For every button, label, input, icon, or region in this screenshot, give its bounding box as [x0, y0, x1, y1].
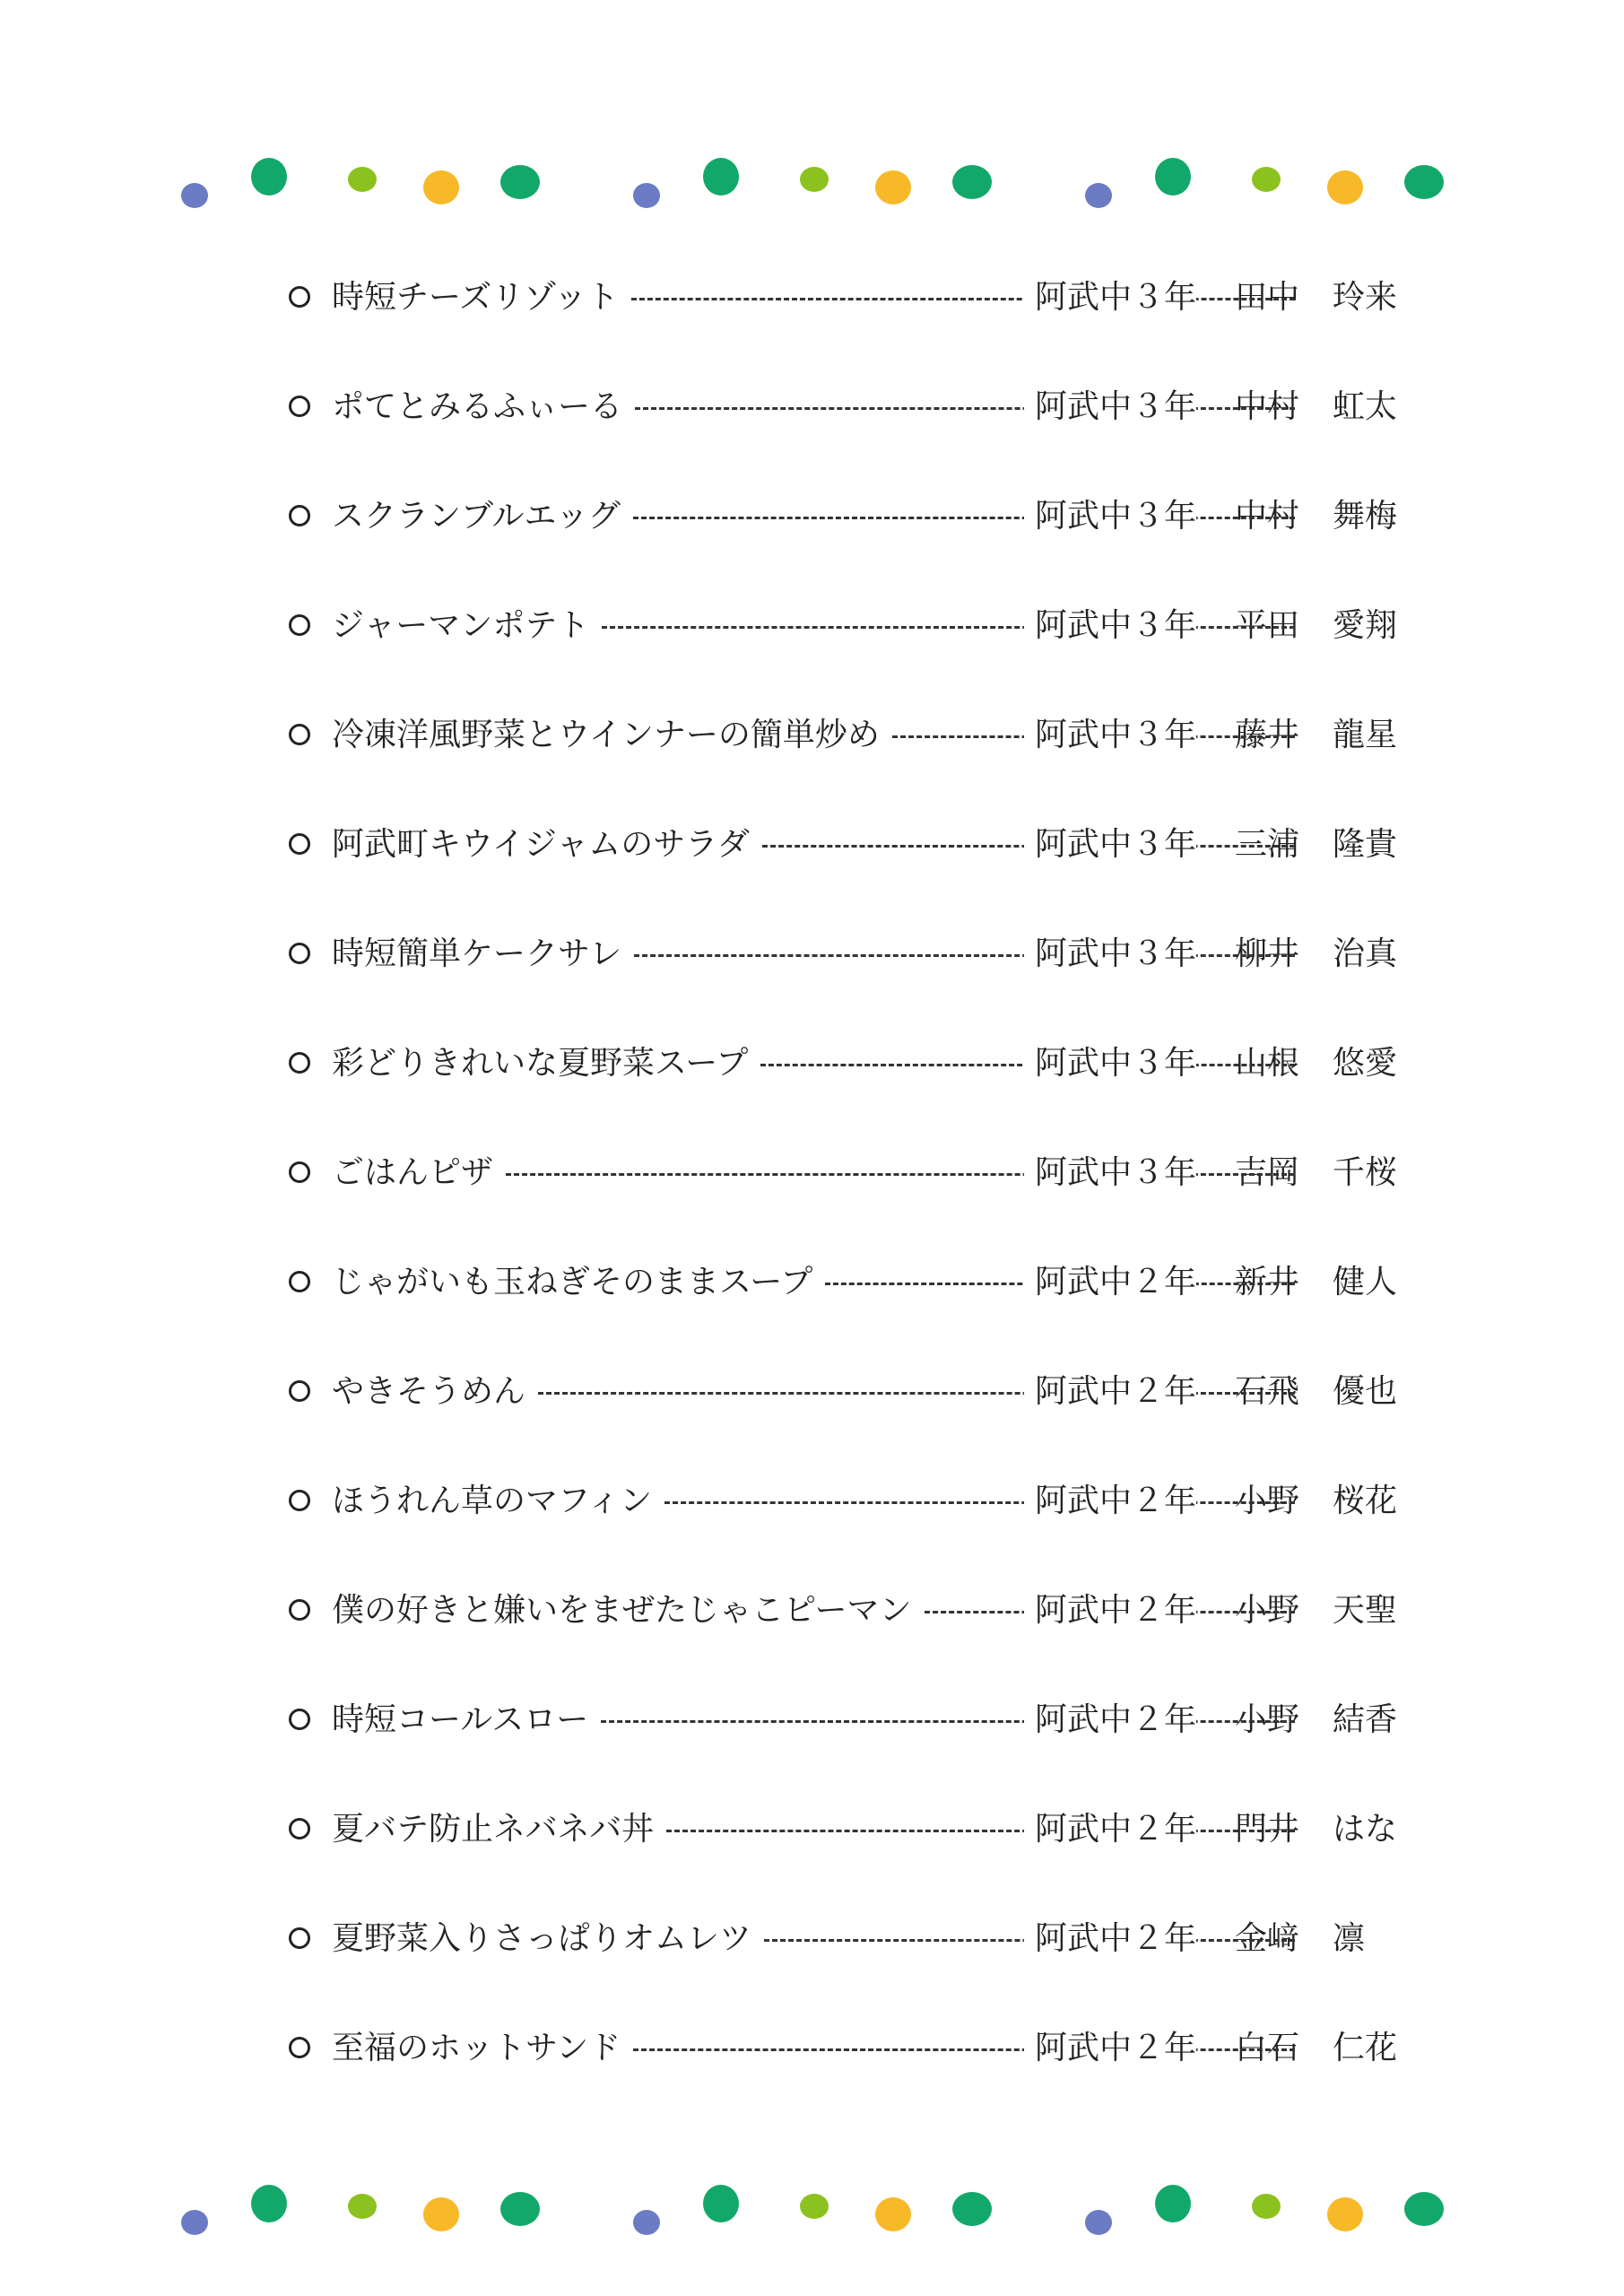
lime-dot [348, 167, 377, 192]
student-surname: 平田 [1235, 607, 1300, 644]
list-item [285, 1037, 1415, 1091]
school-grade: 阿武中２年 [1024, 1265, 1196, 1300]
circle-bullet-icon [289, 396, 310, 417]
list-item [285, 709, 1415, 762]
recipe-title: 阿武町キウイジャムのサラダ [332, 827, 762, 863]
student-surname: 藤井 [1235, 717, 1300, 753]
student-given-name: 舞梅 [1333, 498, 1398, 535]
student-surname: 小野 [1235, 1592, 1300, 1629]
school-grade: 阿武中２年 [1024, 1374, 1196, 1410]
circle-bullet-icon [289, 614, 310, 636]
student-given-name: 隆貴 [1333, 826, 1398, 863]
school-grade: 阿武中３年 [1024, 718, 1196, 753]
circle-bullet-icon [289, 724, 310, 745]
circle-bullet-icon [289, 833, 310, 855]
recipe-title: スクランブルエッグ [332, 499, 633, 535]
lime-dot [348, 2194, 377, 2219]
student-surname: 白石 [1235, 2030, 1300, 2066]
list-item [285, 818, 1415, 872]
circle-bullet-icon [289, 1599, 310, 1621]
student-surname: 小野 [1235, 1701, 1300, 1738]
student-given-name: 結香 [1333, 1701, 1398, 1738]
recipe-title: ポてとみるふぃーる [332, 389, 635, 425]
student-surname: 小野 [1235, 1483, 1300, 1519]
list-item [285, 1256, 1415, 1309]
school-grade: 阿武中２年 [1024, 1593, 1196, 1629]
student-given-name: 桜花 [1333, 1483, 1398, 1519]
recipe-title: 時短チーズリゾット [332, 280, 631, 316]
school-grade: 阿武中３年 [1024, 1046, 1196, 1082]
circle-bullet-icon [289, 2037, 310, 2058]
recipe-title: ジャーマンポテト [332, 608, 602, 644]
blue-dot [633, 2210, 660, 2235]
recipe-title: 時短簡単ケークサレ [332, 936, 634, 972]
circle-bullet-icon [289, 1052, 310, 1074]
student-surname: 門井 [1235, 1811, 1300, 1848]
student-given-name: 治真 [1333, 935, 1398, 972]
recipe-title: ごはんピザ [332, 1155, 506, 1191]
school-grade: 阿武中２年 [1024, 1921, 1196, 1957]
orange-dot [875, 170, 911, 204]
green-dot [952, 2192, 992, 2226]
list-item [285, 1584, 1415, 1638]
recipe-title: 時短コールスロー [332, 1702, 601, 1738]
blue-dot [181, 183, 208, 208]
circle-bullet-icon [289, 1927, 310, 1949]
circle-bullet-icon [289, 1380, 310, 1402]
recipe-title: やきそうめん [332, 1374, 538, 1410]
school-grade: 阿武中３年 [1024, 499, 1196, 535]
school-grade: 阿武中３年 [1024, 389, 1196, 425]
list-item [285, 2022, 1415, 2075]
recipe-title: 彩どりきれいな夏野菜スープ [332, 1046, 760, 1082]
circle-bullet-icon [289, 1490, 310, 1511]
student-given-name: はな [1333, 1811, 1398, 1848]
orange-dot [423, 2197, 459, 2231]
green-dot [251, 2185, 287, 2222]
green-dot [1155, 2185, 1191, 2222]
green-dot [1404, 165, 1444, 199]
recipe-title: ほうれん草のマフィン [332, 1483, 664, 1519]
circle-bullet-icon [289, 1709, 310, 1730]
circle-bullet-icon [289, 286, 310, 308]
orange-dot [1327, 2197, 1363, 2231]
student-surname: 石飛 [1235, 1373, 1300, 1410]
circle-bullet-icon [289, 505, 310, 526]
list-item [285, 1474, 1415, 1528]
school-grade: 阿武中３年 [1024, 827, 1196, 863]
student-surname: 三浦 [1235, 826, 1300, 863]
school-grade: 阿武中２年 [1024, 1483, 1196, 1519]
school-grade: 阿武中３年 [1024, 280, 1196, 316]
student-given-name: 虹太 [1333, 388, 1398, 425]
list-item [285, 1693, 1415, 1747]
recipe-title: 冷凍洋風野菜とウインナーの簡単炒め [332, 718, 892, 753]
list-item [285, 271, 1415, 325]
student-surname: 中村 [1235, 388, 1300, 425]
circle-bullet-icon [289, 1818, 310, 1839]
green-dot [952, 165, 992, 199]
student-surname: 新井 [1235, 1264, 1300, 1300]
green-dot [500, 165, 540, 199]
blue-dot [633, 183, 660, 208]
student-given-name: 悠愛 [1333, 1045, 1398, 1082]
school-grade: 阿武中２年 [1024, 2031, 1196, 2066]
student-surname: 中村 [1235, 498, 1300, 535]
orange-dot [1327, 170, 1363, 204]
recipe-title: 至福のホットサンド [332, 2031, 633, 2066]
list-item [285, 380, 1415, 434]
student-surname: 金﨑 [1235, 1920, 1300, 1957]
student-given-name: 凛 [1333, 1920, 1366, 1957]
green-dot [1155, 158, 1191, 196]
student-surname: 山根 [1235, 1045, 1300, 1082]
student-surname: 田中 [1235, 279, 1300, 316]
recipe-title: 夏野菜入りさっぱりオムレツ [332, 1921, 764, 1957]
list-item [285, 490, 1415, 544]
school-grade: 阿武中２年 [1024, 1702, 1196, 1738]
lime-dot [1252, 2194, 1281, 2219]
blue-dot [1085, 2210, 1112, 2235]
student-given-name: 仁花 [1333, 2030, 1398, 2066]
school-grade: 阿武中２年 [1024, 1812, 1196, 1848]
list-item [285, 1803, 1415, 1857]
blue-dot [181, 2210, 208, 2235]
orange-dot [423, 170, 459, 204]
bottom-dot-border [0, 2170, 1624, 2242]
student-given-name: 千桜 [1333, 1154, 1398, 1191]
lime-dot [1252, 167, 1281, 192]
list-item [285, 927, 1415, 981]
school-grade: 阿武中３年 [1024, 936, 1196, 972]
student-given-name: 玲来 [1333, 279, 1398, 316]
lime-dot [800, 167, 829, 192]
student-given-name: 龍星 [1333, 717, 1398, 753]
green-dot [1404, 2192, 1444, 2226]
orange-dot [875, 2197, 911, 2231]
student-given-name: 愛翔 [1333, 607, 1398, 644]
student-surname: 柳井 [1235, 935, 1300, 972]
dotted-leader-line [666, 1830, 1295, 1832]
circle-bullet-icon [289, 943, 310, 964]
green-dot [703, 2185, 739, 2222]
recipe-title: 夏バテ防止ネバネバ丼 [332, 1812, 666, 1848]
list-item [285, 1146, 1415, 1200]
student-given-name: 優也 [1333, 1373, 1398, 1410]
dotted-leader-line [664, 1501, 1295, 1504]
circle-bullet-icon [289, 1271, 310, 1292]
list-item [285, 1912, 1415, 1966]
blue-dot [1085, 183, 1112, 208]
green-dot [703, 158, 739, 196]
top-dot-border [0, 144, 1624, 215]
school-grade: 阿武中３年 [1024, 608, 1196, 644]
student-given-name: 天聖 [1333, 1592, 1398, 1629]
recipe-title: 僕の好きと嫌いをまぜたじゃこピーマン [332, 1593, 925, 1629]
list-item [285, 599, 1415, 653]
circle-bullet-icon [289, 1161, 310, 1183]
list-item [285, 1365, 1415, 1419]
recipe-title: じゃがいも玉ねぎそのままスープ [332, 1265, 825, 1300]
lime-dot [800, 2194, 829, 2219]
student-given-name: 健人 [1333, 1264, 1398, 1300]
green-dot [500, 2192, 540, 2226]
school-grade: 阿武中３年 [1024, 1155, 1196, 1191]
student-surname: 吉岡 [1235, 1154, 1300, 1191]
green-dot [251, 158, 287, 196]
